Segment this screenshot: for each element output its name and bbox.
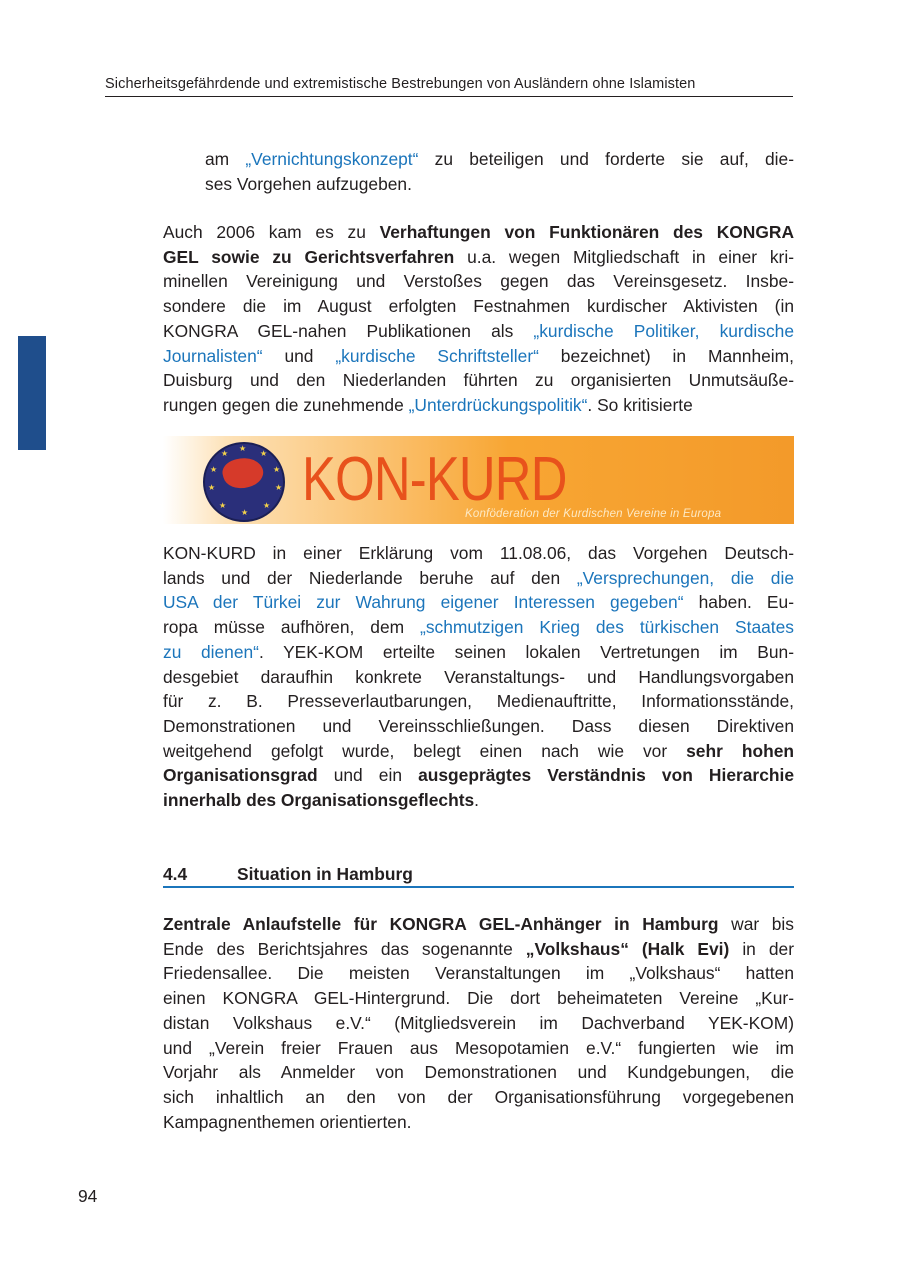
star-icon: ★ — [219, 501, 227, 510]
text-run: und „Verein freier Frauen aus Mesopotamien e.V.“ fungierten wie im — [163, 1037, 794, 1058]
text-run: rungen gegen die zunehmende — [163, 394, 409, 415]
text-line — [163, 1036, 794, 1061]
text-run: Auch 2006 kam es zu — [163, 222, 380, 242]
text-run: sich inhaltlich an den von der Organisationsführung vorgegebenen — [163, 1086, 794, 1107]
text-run: minellen Vereinigung und Verstoßes gegen das Vereinsgesetz. Insbe- — [163, 271, 794, 292]
star-icon: ★ — [273, 465, 281, 474]
header-rule — [105, 96, 793, 97]
quoted-phrase: Journalisten“ — [163, 345, 263, 366]
text-line — [163, 393, 794, 418]
section-heading — [163, 864, 794, 886]
text-line — [163, 344, 794, 369]
text-run: Demonstrationen und Vereinsschließungen. Dass diesen Direktiven — [163, 715, 794, 736]
text-run: am — [205, 149, 246, 169]
text-run: Vorjahr als Anmelder von Demonstrationen und Kundgebungen, die — [163, 1062, 794, 1083]
text-line — [163, 269, 794, 294]
text-line — [163, 739, 794, 764]
text-run: Duisburg und den Niederlanden führten zu organisierten Unmutsäuße- — [163, 370, 794, 391]
text-run: KON-KURD in einer Erklärung vom 11.08.06, das Vorgehen Deutsch- — [163, 543, 794, 563]
text-run: distan Volkshaus e.V.“ (Mitgliedsverein im Dachverband YEK-KOM) — [163, 1012, 794, 1033]
text-line — [205, 147, 794, 172]
star-icon: ★ — [221, 449, 229, 458]
text-line — [163, 1060, 794, 1085]
text-run: weitgehend gefolgt wurde, belegt einen nach wie vor — [163, 740, 687, 761]
text-line — [163, 566, 794, 591]
text-run: Kampagnenthemen orientierten. — [163, 1111, 412, 1132]
star-icon: ★ — [275, 483, 283, 492]
star-icon: ★ — [210, 465, 218, 474]
quoted-phrase: „kurdische Politiker, kurdische — [533, 320, 794, 341]
text-run: einen KONGRA GEL-Hintergrund. Die dort beheimateten Vereine „Kur- — [163, 988, 794, 1009]
text-line — [163, 763, 794, 788]
paragraph-arrests — [163, 220, 794, 418]
section-number: 4.4 — [163, 864, 188, 884]
star-icon: ★ — [239, 444, 247, 453]
text-line — [163, 986, 794, 1011]
text-run: . So kritisierte — [587, 394, 693, 415]
quoted-phrase: „Vernichtungskonzept“ — [245, 149, 419, 169]
text-run: KONGRA GEL-nahen Publikationen als — [163, 320, 534, 341]
text-line — [163, 220, 794, 245]
page-number: 94 — [78, 1186, 98, 1206]
text-line — [163, 788, 794, 813]
text-line — [163, 590, 794, 615]
text-line — [163, 912, 794, 937]
text-run: lands und der Niederlande beruhe auf den — [163, 567, 577, 588]
running-header: Sicherheitsgefährdende und extremistische Bestrebungen von Ausländern ohne Islamisten — [105, 76, 696, 92]
banner-subtitle: Konföderation der Kurdischen Vereine in Europa — [465, 508, 722, 520]
quoted-phrase: „schmutzigen Krieg des türkischen Staates — [420, 617, 794, 638]
text-run: u.a. wegen Mitgliedschaft in einer kri- — [454, 246, 795, 267]
emphasized-phrase: ausgeprägtes Verständnis von Hierarchie — [418, 765, 794, 786]
text-run: ropa müsse aufhören, dem — [163, 617, 421, 638]
emphasized-phrase: „Volkshaus“ (Halk Evi) — [525, 938, 730, 959]
text-line — [163, 689, 794, 714]
text-line — [163, 714, 794, 739]
text-line — [163, 245, 794, 270]
text-line — [163, 1011, 794, 1036]
emphasized-phrase: Organisationsgrad — [163, 765, 318, 786]
text-run: sondere die im August erfolgten Festnahmen kurdischer Aktivisten (in — [163, 296, 794, 317]
text-line — [163, 961, 794, 986]
text-run: Ende des Berichtsjahres das sogenannte — [163, 938, 526, 959]
text-run: und — [262, 345, 336, 366]
text-run: bezeichnet) in Mannheim, — [538, 345, 794, 366]
text-line — [163, 368, 794, 393]
text-run: ses Vorgehen aufzugeben. — [205, 173, 412, 194]
text-line — [163, 665, 794, 690]
banner-title: KON-KURD — [302, 445, 567, 514]
emphasized-phrase: innerhalb des Organisationsgeflechts — [163, 790, 475, 811]
text-line — [205, 172, 794, 197]
text-line — [163, 937, 794, 962]
text-run: desgebiet daraufhin konkrete Veranstaltungs- und Handlungsvorgaben — [163, 666, 794, 687]
text-line — [163, 615, 794, 640]
text-line — [163, 1110, 794, 1135]
text-run: und ein — [317, 765, 419, 786]
section-rule — [163, 886, 794, 888]
emphasized-phrase: Zentrale Anlaufstelle für KONGRA GEL-Anhänger in Hamburg — [163, 914, 719, 934]
quoted-phrase: „kurdische Schriftsteller“ — [335, 345, 539, 366]
section-title: Situation in Hamburg — [237, 864, 413, 884]
text-run: in der — [729, 938, 794, 959]
text-run: . — [474, 790, 480, 811]
kon-kurd-banner — [163, 436, 794, 524]
text-run: für z. B. Presseverlautbarungen, Medienauftritte, Informationsstände, — [163, 691, 794, 712]
paragraph-hamburg — [163, 912, 794, 1134]
quoted-phrase: „Versprechungen, die die — [576, 567, 794, 588]
emphasized-phrase: sehr hohen — [686, 740, 795, 761]
emphasized-phrase: Verhaftungen von Funktionären des KONGRA — [379, 222, 794, 242]
text-line — [163, 319, 794, 344]
chapter-side-tab — [18, 336, 46, 450]
star-icon: ★ — [241, 508, 249, 517]
text-line — [163, 541, 794, 566]
quoted-phrase: „Unterdrückungspolitik“ — [408, 394, 588, 415]
text-run: . YEK-KOM erteilte seinen lokalen Vertretungen im Bun- — [258, 641, 794, 662]
text-line — [163, 294, 794, 319]
text-line — [163, 640, 794, 665]
star-icon: ★ — [260, 449, 268, 458]
quote-continuation — [205, 147, 794, 196]
quoted-phrase: zu dienen“ — [163, 641, 259, 662]
text-run: Friedensallee. Die meisten Veranstaltungen im „Volkshaus“ hatten — [163, 963, 794, 984]
quoted-phrase: USA der Türkei zur Wahrung eigener Interessen gegeben“ — [163, 592, 684, 613]
star-icon: ★ — [208, 483, 216, 492]
emphasized-phrase: GEL sowie zu Gerichtsverfahren — [163, 246, 455, 267]
paragraph-kon-kurd-statement — [163, 541, 794, 813]
text-line — [163, 1085, 794, 1110]
text-run: war bis — [718, 914, 794, 934]
text-run: haben. Eu- — [683, 592, 794, 613]
text-run: zu beteiligen und forderte sie auf, die- — [418, 149, 794, 169]
star-icon: ★ — [263, 501, 271, 510]
